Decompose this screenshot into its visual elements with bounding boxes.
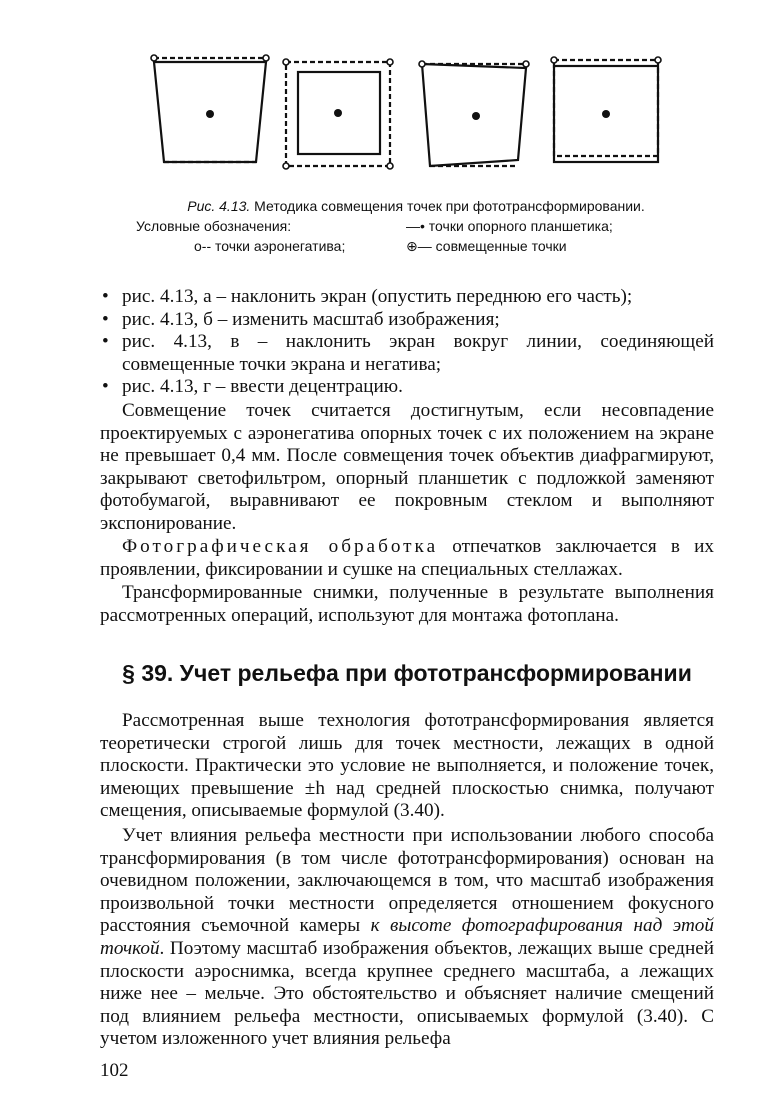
center-point-a bbox=[206, 110, 214, 118]
list-item: • рис. 4.13, г – ввести децентрацию. bbox=[100, 376, 714, 399]
paragraph-2: Фотографическая обработка отпечатков заключается в их проявлении, фиксировании и сушке на специальных стеллажах. bbox=[100, 536, 714, 580]
legend-combined-points: ⊕— совмещенные точки bbox=[406, 238, 567, 254]
paragraph-1: Совмещение точек считается достигнутым, если несовпадение проектируемых с аэронегатива опорных точек с их положением на экране не превышает 0,4 мм. После совмещения точек объектив диафрагмируют, закрывают светофильтром, опорный планшетик с подложкой заменяют фотобумагой, выравнивают ее покровным стеклом и выполняют экспонирование. bbox=[100, 400, 714, 534]
spaced-term: Фотографическая обработка bbox=[122, 536, 439, 557]
caption-text: Методика совмещения точек при фототрансформировании. bbox=[254, 198, 645, 214]
center-point-c bbox=[472, 112, 480, 120]
bullet-list bbox=[100, 286, 714, 399]
center-point-d bbox=[602, 110, 610, 118]
caption-label: Рис. 4.13. bbox=[187, 198, 251, 214]
section-heading: § 39. Учет рельефа при фототрансформировании bbox=[122, 660, 692, 686]
paragraph-3: Трансформированные снимки, полученные в результате выполнения рассмотренных операций, используют для монтажа фотоплана. bbox=[100, 582, 714, 626]
figure-caption bbox=[136, 196, 696, 256]
figure-4-13 bbox=[140, 42, 680, 177]
emphasis: к высоте фотографирования над этой точкой bbox=[100, 915, 714, 959]
paragraph-5: Учет влияния рельефа местности при использовании любого способа трансформирования (в том числе фототрансформирования) основан на очевидном положении, заключающемся в том, что масштаб изображения произвольной точки местности определяется отношением фокусного расстояния съемочной камеры к высоте фотографирования над этой точкой. Поэтому масштаб изображения объектов, лежащих выше средней плоскости аэроснимка, всегда крупнее среднего масштаба, а лежащих ниже нее – мельче. Это обстоятельство и объясняет наличие смещений под влиянием рельефа местности, описываемых формулой (3.40). С учетом изложенного учет влияния рельефа bbox=[100, 825, 714, 1050]
page-number: 102 bbox=[100, 1060, 129, 1081]
paragraph-4: Рассмотренная выше технология фототрансформирования является теоретически строгой лишь для точек местности, лежащих в одной плоскости. Практически это условие не выполняется, и положение точек, имеющих превышение ±h над средней плоскостью снимка, получают смещения, описываемые формулой (3.40). bbox=[100, 710, 714, 822]
legend-title: Условные обозначения: bbox=[136, 218, 292, 234]
list-item: • рис. 4.13, а – наклонить экран (опустить переднюю его часть); bbox=[100, 286, 714, 309]
legend-negative-points: o-- точки аэронегатива; bbox=[194, 238, 346, 254]
center-point-b bbox=[334, 109, 342, 117]
list-item: • рис. 4.13, б – изменить масштаб изображения; bbox=[100, 309, 714, 332]
list-item: • рис. 4.13, в – наклонить экран вокруг линии, соединяющей совмещенные точки экрана и негатива; bbox=[100, 331, 714, 376]
figure-diagram bbox=[140, 42, 680, 177]
legend-base-points: —• точки опорного планшетика; bbox=[406, 218, 613, 234]
